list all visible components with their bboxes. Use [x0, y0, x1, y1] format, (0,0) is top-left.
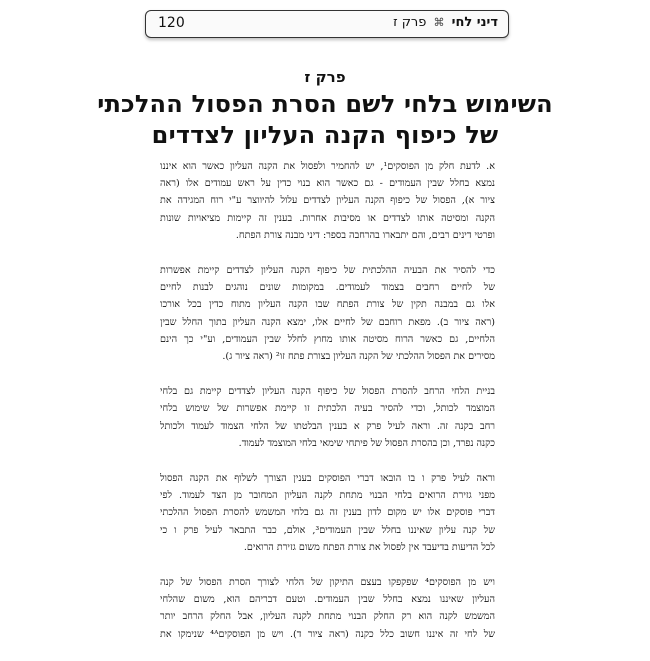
text-line: ויש מן הפוסקים⁴ שפקפקו בעצם התיקון של הלחי לצורך הסרת הפסול של קנה	[160, 577, 495, 589]
paragraph-1	[160, 158, 495, 244]
text-line: מסירים את הפסול ההלכתי של הקנה העליון בצורת פתח זו² (ראה ציור ג).	[222, 351, 495, 363]
page-number: 120	[158, 15, 185, 31]
paragraph-5	[160, 574, 495, 643]
text-line: המוצמד לכותל, וכדי להסיר בעיה הלכתית זו קיימת אפשרות של שימוש בלחי	[160, 403, 495, 415]
chapter-reference: פרק ז	[393, 15, 427, 30]
text-line: כדי להסיר את הבעיה ההלכתית של כיפוף הקנה העליון לצדדים קיימת אפשרות	[160, 265, 495, 277]
text-line: העליון שאיננו נמצא בחלל שבין העמודים. וטעם דבריהם הוא, משום שהלחי	[160, 594, 495, 606]
chapter-label: פרק ז	[304, 68, 346, 86]
text-line: וראה לעיל פרק ו בו הובאו דברי הפוסקים בענין הצורך לשלוף את הקנה הפסול	[160, 473, 495, 485]
text-line: של לחי זה איננו חשוב כלל כקנה (ראה ציור ד). ויש מן הפוסקים⁴ᴬ שנימקו את	[160, 628, 495, 640]
chapter-title-line-1: השימוש בלחי לשם הסרת הפסול ההלכתי	[97, 90, 553, 118]
text-line: של קנה עליון שאיננו בחלל שבין העמודים³, אולם, כבר התבאר לעיל פרק ו כי	[160, 524, 495, 536]
book-title: דיני לחי	[451, 15, 498, 30]
paragraph-4	[160, 470, 495, 556]
separator-ornament-icon: ⌘	[433, 16, 445, 29]
text-line: הלחיים, גם כאשר הרוח מסיטה אותו מחוץ לחלל שבין העמודים, וע"י כך הינם	[160, 333, 495, 345]
text-line: רחב בקנה זה. וראה לעיל פרק א בענין הבלטתו של הלחי הצמוד לעמוד ולכותל	[160, 420, 495, 432]
running-head	[393, 15, 498, 30]
chapter-title-line-2: של כיפוף הקנה העליון לצדדים	[151, 121, 499, 149]
text-line: אלו גם במבנה תקין של צורת הפתח שבו הקנה העליון מתוח כדין בכל אורכו	[160, 299, 495, 311]
body-text	[160, 158, 495, 661]
text-line: לכל הדיעות בדיעבד אין לפסול את צורת הפתח משום גזירת הרואים.	[243, 541, 495, 553]
text-line: מפני גזירת הרואים בלחי הבנוי מתחת לקנה העליון המחובר מן הצד לעמוד. לפי	[160, 490, 495, 502]
text-line: דברי פוסקים אלו יש מקום לדון בענין זה גם בלחי המשמש להסרת הפסול ההלכתי	[160, 507, 495, 519]
text-line: ציור א), הפסול של כיפוף הקנה העליון לצדדים עלול להיווצר ע"י רוח המגידה את	[160, 195, 495, 207]
text-line: א. לדעת חלק מן הפוסקים¹, יש להחמיר ולפסול את הקנה העליון כאשר הוא איננו	[160, 161, 495, 172]
text-line: נמצא בחלל שבין העמודים - גם כאשר הוא בנוי כדין על ראש עמודים אלו (ראה	[160, 178, 495, 190]
text-line: המשמש לקנה הוא רק החלק הבנוי מתחת לקנה העליון, אבל החלק הרחב יותר	[160, 611, 495, 623]
text-line: ופרטי דינים רבים, והם יתבארו בהרחבה בספר: דיני מבנה צורת הפתח.	[235, 229, 495, 241]
text-line: של לחיים רחבים בצמוד לעמודים. במקומות שונים נוהגים לבנות לחיים	[160, 282, 495, 294]
paragraph-3	[160, 383, 495, 452]
text-line: הקנה ומסיטה אותו לצדדים או מסיבות אחרות. בענין זה קיימות מציאויות שונות	[160, 212, 495, 224]
paragraph-2	[160, 262, 495, 365]
text-line: כקנה נפרד, וכן בהסרת הפסול של פיתחי שימאי בלחי המוצמד לעמוד.	[238, 437, 495, 449]
text-line: בניית הלחי הרחב להסרת הפסול של כיפוף הקנה העליון לצדדים קיימת גם בלחי	[160, 386, 495, 398]
text-line: (ראה ציור ב). מפאת רוחבם של לחיים אלו, ימצא הקנה העליון בתוך החלל שבין	[160, 316, 495, 328]
running-header	[145, 10, 509, 38]
